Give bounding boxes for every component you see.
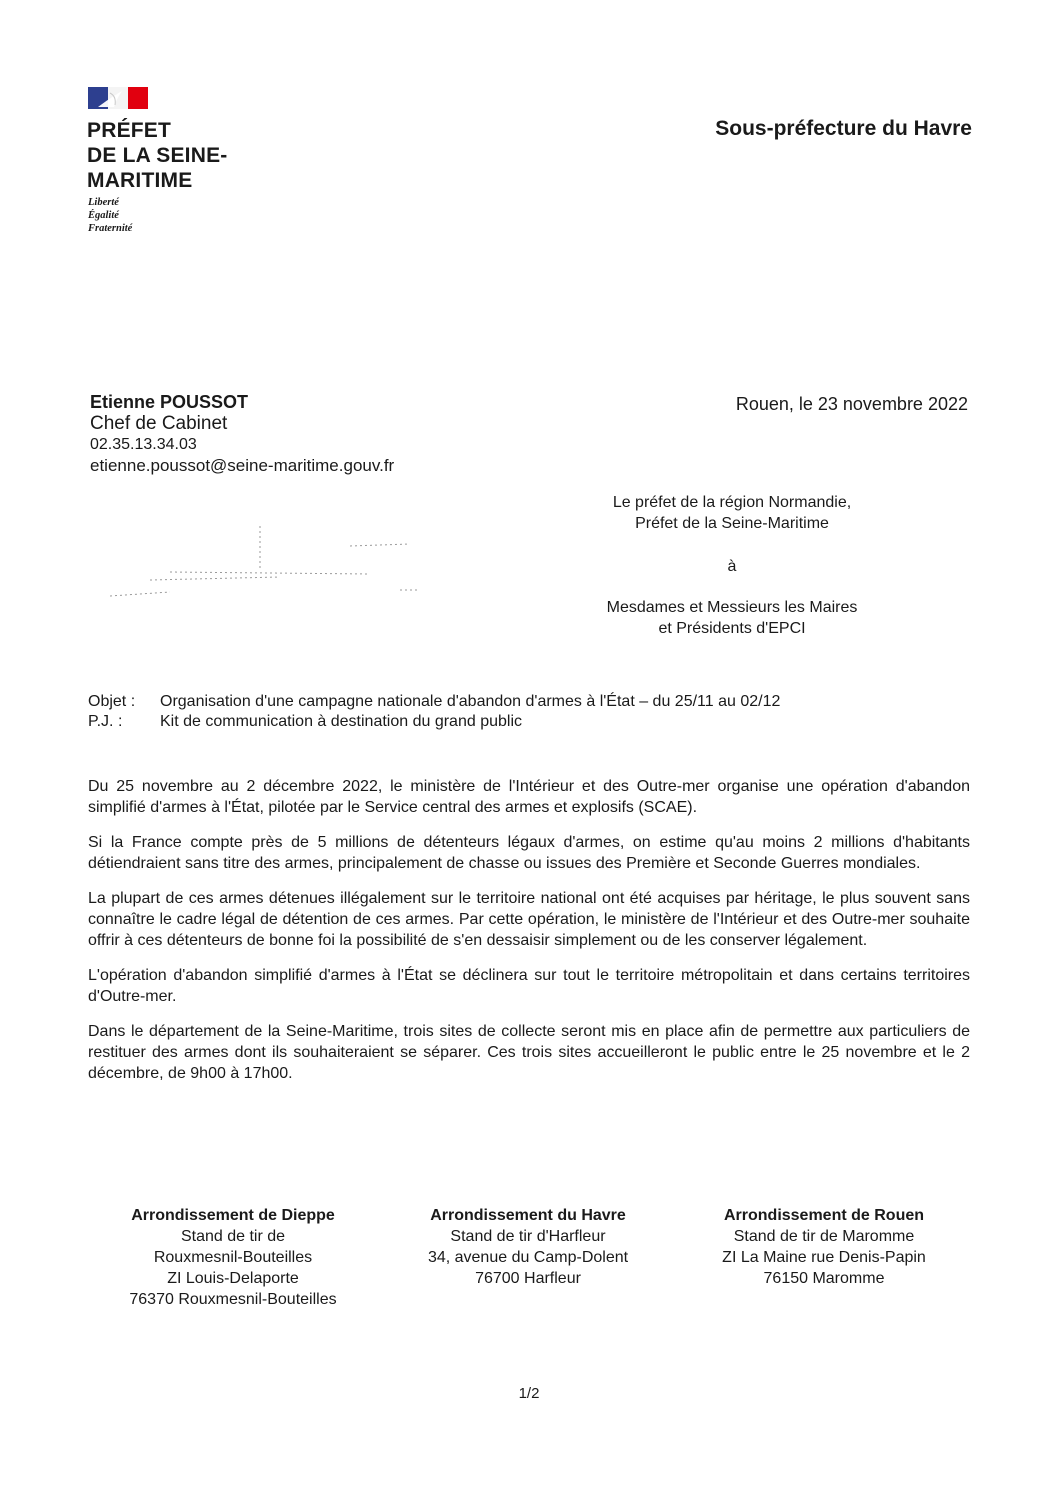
organization-name: [87, 118, 227, 193]
letter-body: [88, 776, 970, 1098]
authority-line-1: Le préfet de la région Normandie,: [612, 494, 852, 511]
recipient-block: [572, 597, 892, 639]
attachment-label: P.J. :: [88, 713, 123, 730]
site-line: 34, avenue du Camp-Dolent: [427, 1249, 629, 1266]
site-heading: Arrondissement du Havre: [430, 1207, 626, 1224]
site-line: 76700 Harfleur: [475, 1270, 581, 1287]
site-dieppe: [88, 1205, 378, 1310]
site-heading: Arrondissement de Rouen: [723, 1207, 925, 1224]
subprefecture-title: Sous-préfecture du Havre: [715, 117, 972, 140]
paragraph-2: Si la France compte près de 5 millions de détenteurs légaux d'armes, on estime qu'au moins 2 millions d'habitants détiendraient sans titre des armes, principalement de chasse ou issues des Première et Seconde Guerres mondiales.: [88, 834, 970, 872]
authority-line-2: Préfet de la Seine-Maritime: [635, 515, 829, 532]
org-line-3: MARITIME: [87, 169, 193, 192]
paragraph-4: L'opération d'abandon simplifié d'armes à l'État se déclinera sur tout le territoire métropolitain et dans certains territoires d'Outre-mer.: [88, 967, 970, 1005]
collection-sites: [88, 1205, 970, 1310]
signature-marks: [110, 520, 440, 610]
site-line: Rouxmesnil-Bouteilles: [153, 1249, 313, 1266]
paragraph-3: La plupart de ces armes détenues illégalement sur le territoire national ont été acquises par héritage, le plus souvent sans connaître le cadre légal de détention de ces armes. Par cette opération, le ministère de l'Intérieur et des Outre-mer souhaite offrir à ces détenteurs de bonne foi la possibilité de s'en dessaisir simplement ou de les conserver légalement.: [88, 890, 970, 949]
page-number: 1/2: [518, 1385, 540, 1402]
site-line: Stand de tir de: [180, 1228, 286, 1245]
dateline: Rouen, le 23 novembre 2022: [735, 394, 968, 414]
sender-block: [90, 392, 394, 476]
org-line-2: DE LA SEINE-: [87, 144, 228, 167]
recipient-line-1: Mesdames et Messieurs les Maires: [606, 599, 858, 616]
site-line: Stand de tir de Maromme: [733, 1228, 915, 1245]
site-havre: [378, 1205, 678, 1310]
site-line: 76370 Rouxmesnil-Bouteilles: [129, 1291, 337, 1308]
site-line: ZI Louis-Delaporte: [167, 1270, 299, 1287]
site-rouen: [678, 1205, 970, 1310]
paragraph-5: Dans le département de la Seine-Maritime, trois sites de collecte seront mis en place afin de permettre aux particuliers de restituer des armes dont ils souhaiteraient se séparer. Ces trois sites accueilleront le public entre le 25 novembre et le 2 décembre, de 9h00 à 17h00.: [88, 1023, 970, 1082]
to-word: à: [727, 558, 737, 575]
org-line-1: PRÉFET: [87, 119, 172, 142]
attachment-row: [88, 712, 780, 732]
site-line: 76150 Maromme: [763, 1270, 885, 1287]
recipient-line-2: et Présidents d'EPCI: [658, 620, 806, 637]
site-line: Stand de tir d'Harfleur: [450, 1228, 606, 1245]
subject-block: [88, 692, 780, 732]
sender-role: Chef de Cabinet: [90, 413, 228, 434]
sender-name: Etienne POUSSOT: [90, 392, 249, 412]
site-line: ZI La Maine rue Denis-Papin: [722, 1249, 926, 1266]
object-label: Objet :: [88, 693, 136, 710]
motto-fraternite: Fraternité: [88, 223, 133, 234]
attachment-text: Kit de communication à destination du grand public: [160, 713, 522, 730]
sender-authority: [572, 492, 892, 534]
republic-motto: [88, 196, 132, 235]
object-row: [88, 692, 780, 712]
marianne-logo: [88, 87, 148, 109]
site-heading: Arrondissement de Dieppe: [131, 1207, 335, 1224]
paragraph-1: Du 25 novembre au 2 décembre 2022, le ministère de l'Intérieur et des Outre-mer organise une opération d'abandon simplifié d'armes à l'État, pilotée par le Service central des armes et explosifs (SCAE).: [88, 778, 970, 816]
sender-email: etienne.poussot@seine-maritime.gouv.fr: [90, 456, 395, 475]
sender-phone: 02.35.13.34.03: [90, 436, 197, 453]
motto-liberte: Liberté: [88, 197, 119, 208]
object-text: Organisation d'une campagne nationale d'abandon d'armes à l'État – du 25/11 au 02/12: [160, 693, 781, 710]
motto-egalite: Égalité: [88, 210, 119, 221]
